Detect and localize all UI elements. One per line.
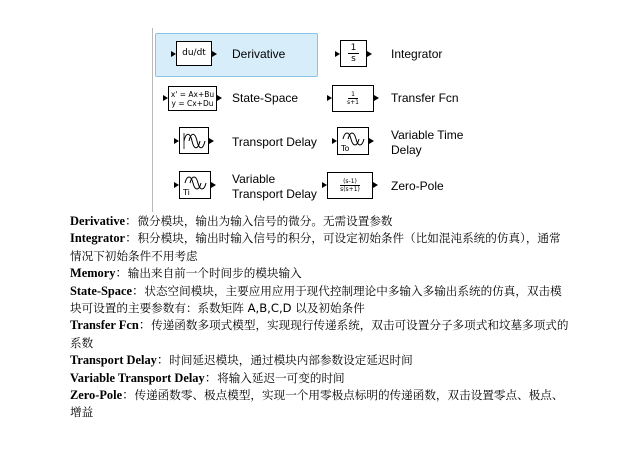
description-term: Integrator — [70, 231, 126, 246]
transport-delay-label: Transport Delay — [232, 135, 317, 149]
variable-time-delay-output-port-icon — [369, 138, 374, 144]
zero-pole-output-port-icon — [373, 182, 378, 188]
transport-delay-block[interactable] — [179, 127, 209, 154]
description-text: 时间延迟模块，通过模块内部参数设定延迟时间 — [169, 353, 413, 368]
description-separator: ： — [204, 370, 218, 385]
zero-pole-fraction — [340, 178, 360, 193]
state-space-equation-2: y = Cx+Du — [171, 98, 214, 108]
integrator-numerator: 1 — [348, 43, 360, 54]
variable-transport-delay-block[interactable] — [179, 171, 211, 199]
description-separator: ： — [115, 266, 128, 281]
transfer-fcn-label: Transfer Fcn — [391, 91, 459, 105]
variable-transport-delay-label-line1: Variable — [232, 172, 276, 186]
variable-time-delay-label-line1: Variable Time — [391, 128, 464, 142]
description-derivative — [70, 213, 570, 230]
integrator-block[interactable] — [340, 40, 367, 67]
description-integrator — [70, 230, 570, 265]
description-separator: ： — [125, 231, 138, 246]
integrator-label: Integrator — [391, 47, 443, 61]
variable-transport-delay-label-line2: Transport Delay — [232, 187, 317, 201]
description-text: 传递函数零、极点模型，实现一个用零极点标明的传递函数，双击设置零点、极点、增益 — [70, 388, 564, 420]
description-text: 传递函数多项式模型，实现现行传递系统，双击可设置分子多项式和坟墓多项式的系数 — [70, 318, 569, 350]
description-term: Transport Delay — [70, 353, 157, 368]
integrator-fraction — [348, 43, 360, 64]
description-term: Derivative — [70, 214, 126, 228]
description-term: Variable Transport Delay — [70, 370, 205, 385]
state-space-output-port-icon — [217, 95, 222, 101]
derivative-output-port-icon — [212, 51, 217, 57]
description-separator: ： — [138, 318, 152, 333]
transfer-fcn-block[interactable] — [332, 85, 374, 112]
zero-pole-label: Zero-Pole — [391, 179, 444, 193]
description-term: Transfer Fcn — [70, 318, 139, 333]
description-memory — [70, 265, 570, 282]
description-separator: ： — [122, 388, 135, 403]
description-text: 微分模块，输出为输入信号的微分。无需设置参数 — [137, 214, 393, 228]
description-state-space — [70, 283, 570, 318]
zero-pole-numerator: (s-1) — [340, 178, 360, 186]
description-text: 积分模块，输出时输入信号的积分，可设定初始条件（比如混沌系统的仿真），通常情况下初始条件不用考虑 — [70, 231, 561, 263]
variable-time-delay-block[interactable] — [337, 127, 369, 155]
state-space-label: State-Space — [232, 91, 299, 105]
description-term: Memory — [70, 266, 116, 281]
derivative-icon-text: du/dt — [182, 48, 206, 58]
block-descriptions — [70, 213, 570, 422]
transport-delay-wave-icon — [181, 130, 207, 152]
derivative-label: Derivative — [232, 47, 286, 61]
state-space-block[interactable] — [168, 86, 217, 111]
transfer-fcn-numerator: 1 — [348, 91, 358, 99]
description-text: 输出来自前一个时间步的模块输入 — [127, 266, 302, 281]
transfer-fcn-output-port-icon — [374, 95, 379, 101]
description-term: Zero-Pole — [70, 388, 123, 403]
description-separator: ： — [125, 214, 138, 228]
description-term: State-Space — [70, 283, 132, 298]
description-transfer-fcn — [70, 317, 570, 352]
variable-time-delay-label-line2: Delay — [391, 143, 422, 157]
zero-pole-denominator: s(s+1) — [340, 186, 360, 193]
state-space-equation-1: x' = Ax+Bu — [170, 89, 215, 99]
variable-time-delay-tag: To — [341, 144, 350, 153]
transfer-fcn-denominator: s+1 — [347, 99, 359, 106]
variable-transport-delay-output-port-icon — [211, 182, 216, 188]
description-separator: ： — [131, 283, 145, 298]
description-zero-pole — [70, 387, 570, 422]
description-variable-transport-delay — [70, 370, 570, 387]
derivative-block[interactable] — [176, 41, 212, 66]
integrator-denominator: s — [351, 54, 356, 64]
description-text: 将输入延迟一可变的时间 — [217, 370, 345, 385]
transfer-fcn-fraction — [347, 91, 359, 106]
integrator-output-port-icon — [367, 51, 372, 57]
transport-delay-output-port-icon — [209, 138, 214, 144]
variable-transport-delay-tag: Ti — [183, 188, 190, 197]
description-separator: ： — [156, 353, 170, 368]
description-text: 状态空间模块，主要应用应用于现代控制理论中多输入多输出系统的仿真，双击模块可设置的主要参数有：系数矩阵 A,B,C,D 以及初始条件 — [70, 283, 562, 316]
description-transport-delay — [70, 352, 570, 369]
zero-pole-block[interactable] — [327, 172, 373, 199]
